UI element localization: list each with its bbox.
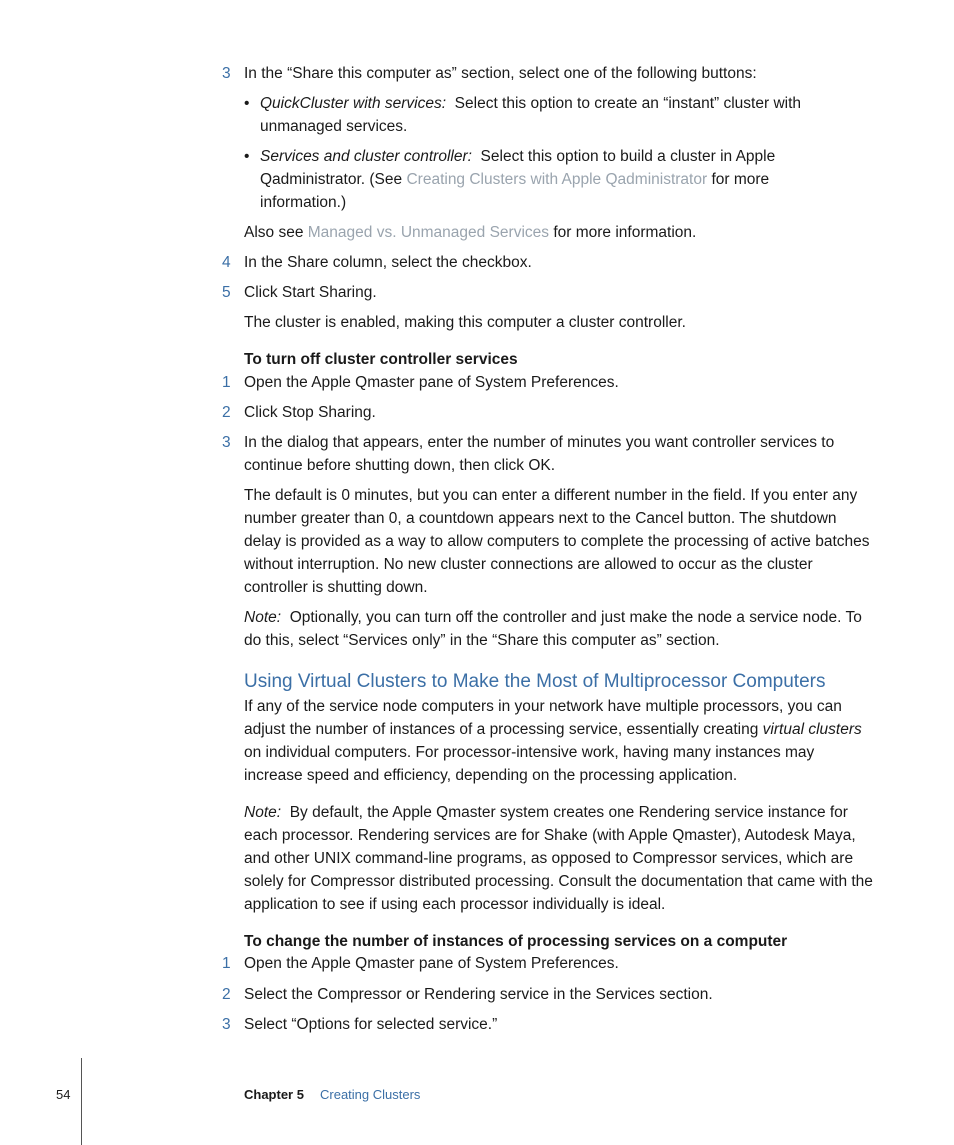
section-heading: Using Virtual Clusters to Make the Most of Multiprocessor Computers bbox=[244, 671, 826, 692]
page-number: 54 bbox=[56, 1087, 71, 1102]
also-see-end: for more information. bbox=[553, 224, 697, 241]
note-text: Optionally, you can turn off the controller and just make the node a service node. To do this, select “Services only” in the “Share this computer as” section. bbox=[244, 609, 862, 649]
step-number: 2 bbox=[222, 986, 231, 1003]
footer-chapter: Chapter 5 bbox=[244, 1087, 304, 1102]
option-label: QuickCluster with services: bbox=[260, 95, 447, 112]
para-text-end: on individual computers. For processor-intensive work, having many instances may increase speed and efficiency, depending on the processing application. bbox=[244, 744, 815, 784]
bullet-quickcluster bbox=[260, 92, 860, 138]
footer-divider bbox=[81, 1058, 82, 1145]
step-text: Click Start Sharing. bbox=[244, 284, 377, 301]
bullet-icon: • bbox=[244, 148, 250, 165]
footer-chapter-title[interactable]: Creating Clusters bbox=[320, 1087, 421, 1102]
cross-reference-link[interactable]: Creating Clusters with Apple Qadministrator bbox=[406, 171, 708, 188]
step-text: In the Share column, select the checkbox. bbox=[244, 254, 532, 271]
step-text: In the dialog that appears, enter the number of minutes you want controller services to continue before shutting down, then click OK. bbox=[244, 434, 835, 474]
task-title: To change the number of instances of processing services on a computer bbox=[244, 933, 788, 950]
also-see-text: Also see bbox=[244, 224, 304, 241]
option-description: Select this option to create an “instant” cluster with unmanaged services. bbox=[260, 95, 802, 135]
option-description: Select this option to build a cluster in Apple Qadministrator. (See bbox=[260, 148, 776, 188]
emphasis: virtual clusters bbox=[762, 721, 862, 738]
note-label: Note: bbox=[244, 609, 282, 626]
bullet-services-controller bbox=[260, 145, 850, 214]
task-title: To turn off cluster controller services bbox=[244, 351, 518, 368]
step-number: 4 bbox=[222, 254, 231, 271]
step-text: Click Stop Sharing. bbox=[244, 404, 376, 421]
managed-services-link[interactable]: Managed vs. Unmanaged Services bbox=[307, 224, 550, 241]
section-paragraph bbox=[244, 695, 876, 787]
step-number: 3 bbox=[222, 1016, 231, 1033]
note-text: By default, the Apple Qmaster system creates one Rendering service instance for each processor. Rendering services are for Shake (with Apple Qmaster), Autodesk Maya, and other UNIX command-line programs, as opposed to Compressor services, which are solely for Compressor distributed processing. Consult the documentation that came with the application to see if using each processor individually is ideal. bbox=[244, 804, 873, 913]
step-number: 3 bbox=[222, 65, 231, 82]
step-number: 1 bbox=[222, 955, 231, 972]
step-text: Open the Apple Qmaster pane of System Preferences. bbox=[244, 955, 619, 972]
option-label: Services and cluster controller: bbox=[260, 148, 472, 165]
default-paragraph: The default is 0 minutes, but you can enter a different number in the field. If you enter any number greater than 0, a countdown appears next to the Cancel button. The shutdown delay is provided as a way to allow computers to complete the processing of active batches without interruption. No new cluster connections are allowed to occur as the cluster controller is shutting down. bbox=[244, 487, 870, 596]
step-text: Open the Apple Qmaster pane of System Preferences. bbox=[244, 374, 619, 391]
note-label: Note: bbox=[244, 804, 282, 821]
step-text: Select “Options for selected service.” bbox=[244, 1016, 498, 1033]
option-description-end: for more information.) bbox=[260, 171, 770, 211]
note-paragraph bbox=[244, 801, 876, 916]
bullet-icon: • bbox=[244, 95, 250, 112]
para-text: If any of the service node computers in your network have multiple processors, you can adjust the number of instances of a processing service, essentially creating bbox=[244, 698, 842, 738]
step-result: The cluster is enabled, making this computer a cluster controller. bbox=[244, 314, 686, 331]
step-text: Select the Compressor or Rendering service in the Services section. bbox=[244, 986, 713, 1003]
step-number: 1 bbox=[222, 374, 231, 391]
step-text: In the “Share this computer as” section, select one of the following buttons: bbox=[244, 65, 757, 82]
step-number: 3 bbox=[222, 434, 231, 451]
step-number: 2 bbox=[222, 404, 231, 421]
note-paragraph bbox=[244, 606, 876, 652]
step-number: 5 bbox=[222, 284, 231, 301]
also-see-paragraph bbox=[244, 221, 876, 244]
